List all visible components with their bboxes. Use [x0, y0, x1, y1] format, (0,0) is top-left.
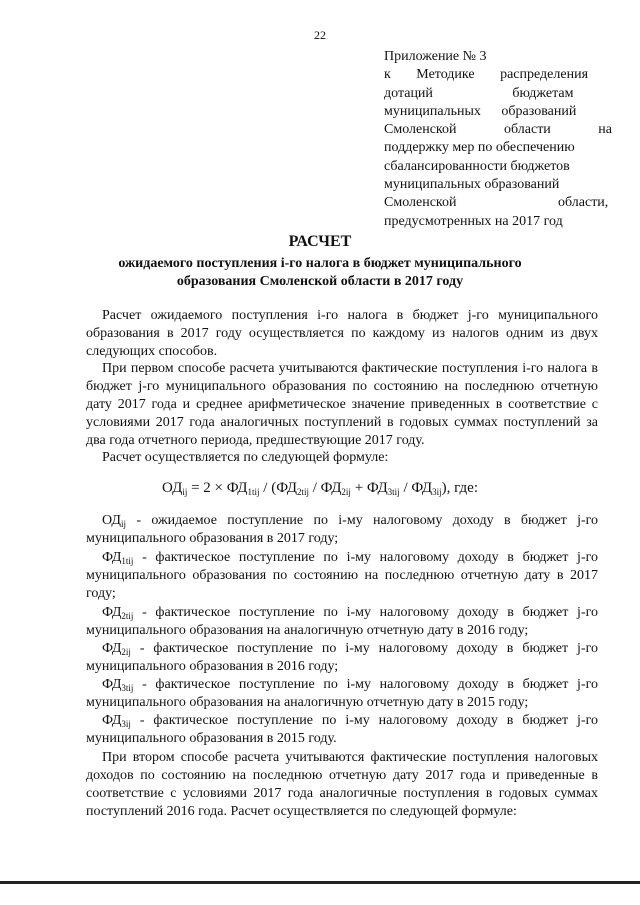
appendix-line: предусмотренных на 2017 год — [384, 213, 563, 229]
definition-od — [86, 512, 598, 548]
paragraph-intro: Расчет ожидаемого поступления i-го налога в бюджет j-го муниципального образования в 2017 году осуществляется по каждому из налогов одним из двух следующих способов. — [86, 308, 598, 359]
sub-ij: ij — [120, 519, 126, 529]
sub-ij: ij — [182, 487, 188, 497]
paragraph-first-method: При первом способе расчета учитываются фактические поступления i-го налога в бюджет j-го муниципального образования по состоянию на последнюю отчетную дату 2017 года и среднее арифметическое значение приведенных в соответствие с условиями 2017 года аналогичных поступлений в годовых суммах поступлений за два года отчетного периода, предшествующие 2017 году. — [86, 361, 598, 448]
appendix-line: муниципальных образований — [384, 103, 577, 119]
symbol-fd: ФД — [102, 605, 122, 620]
document-subtitle — [90, 255, 550, 291]
symbol-fd: ФД — [366, 480, 388, 496]
appendix-header — [384, 48, 613, 231]
appendix-line: Смоленской области на — [384, 122, 613, 138]
page-number: 22 — [314, 28, 326, 42]
sub-2ij: 2ij — [341, 487, 351, 497]
sub-2ij: 2ij — [121, 647, 131, 657]
symbol-fd: ФД — [276, 480, 297, 496]
definition-text: - фактическое поступление по i-му налоговому доходу в бюджет j-го муниципального образования по состоянию на последнюю отчетную дату в 2017 году; — [86, 550, 598, 601]
sub-2tij: 2tij — [296, 487, 309, 497]
sub-1tij: 1tij — [247, 487, 260, 497]
sub-3ij: 3ij — [121, 719, 131, 729]
appendix-line: к Методике распределения — [384, 67, 589, 83]
appendix-line: поддержку мер по обеспечению — [384, 140, 575, 156]
formula-op: = 2 × — [187, 480, 227, 496]
sub-3tij: 3tij — [121, 683, 134, 693]
symbol-fd: ФД — [102, 713, 122, 728]
formula-op: + — [350, 480, 367, 496]
symbol-fd: ФД — [411, 480, 433, 496]
symbol-od: ОД — [102, 513, 121, 528]
appendix-line: сбалансированности бюджетов — [384, 158, 570, 174]
subtitle-line-2: образования Смоленской области в 2017 году — [176, 274, 464, 289]
appendix-line: дотаций бюджетам — [384, 85, 574, 101]
formula-op: / — [308, 480, 321, 496]
definition-fd1t — [86, 549, 598, 603]
definition-text: - фактическое поступление по i-му налоговому доходу в бюджет j-го муниципального образования в 2016 году; — [86, 641, 598, 674]
appendix-line: Смоленской области, — [384, 195, 609, 211]
definition-text: - фактическое поступление по i-му налоговому доходу в бюджет j-го муниципального образования в 2015 году. — [86, 713, 598, 746]
definition-fd3t — [86, 676, 598, 712]
symbol-fd: ФД — [102, 550, 122, 565]
document-title: РАСЧЕТ — [288, 233, 352, 250]
definition-fd3 — [86, 712, 598, 748]
definition-fd2t — [86, 604, 598, 640]
definition-text: - фактическое поступление по i-му налоговому доходу в бюджет j-го муниципального образования на аналогичную отчетную дату в 2015 году; — [86, 677, 598, 710]
symbol-od: ОД — [161, 480, 183, 496]
paragraph-second-method: При втором способе расчета учитываются фактические поступления налоговых доходов по состоянию на последнюю отчетную дату 2017 года и приведенные в соответствие с условиями 2017 года аналогичные поступления в годовых суммах поступлений 2016 года. Расчет осуществляется по следующей формуле: — [86, 750, 598, 819]
sub-3tij: 3tij — [387, 487, 400, 497]
symbol-fd: ФД — [102, 641, 122, 656]
formula-op: / ( — [259, 480, 277, 496]
sub-3ij: 3ij — [432, 487, 442, 497]
formula-op: ), где: — [441, 480, 478, 496]
definition-text: - фактическое поступление по i-му налоговому доходу в бюджет j-го муниципального образования на аналогичную отчетную дату в 2016 году; — [86, 605, 598, 638]
subtitle-line-1: ожидаемого поступления i-го налога в бюджет муниципального — [118, 256, 522, 271]
appendix-line: муниципальных образований — [384, 177, 560, 193]
sub-2tij: 2tij — [121, 611, 134, 621]
bottom-rule — [0, 881, 640, 884]
formula-first-method — [0, 480, 640, 497]
definition-text: - ожидаемое поступление по i-му налоговому доходу в бюджет j-го муниципального образования в 2017 году; — [86, 513, 599, 546]
definition-fd2 — [86, 640, 598, 676]
symbol-fd: ФД — [102, 677, 122, 692]
paragraph-formula-lead: Расчет осуществляется по следующей формуле: — [102, 450, 389, 465]
sub-1tij: 1tij — [121, 556, 134, 566]
appendix-line: Приложение № 3 — [384, 49, 487, 64]
symbol-fd: ФД — [226, 480, 248, 496]
formula-op: / — [399, 480, 412, 496]
symbol-fd: ФД — [320, 480, 342, 496]
